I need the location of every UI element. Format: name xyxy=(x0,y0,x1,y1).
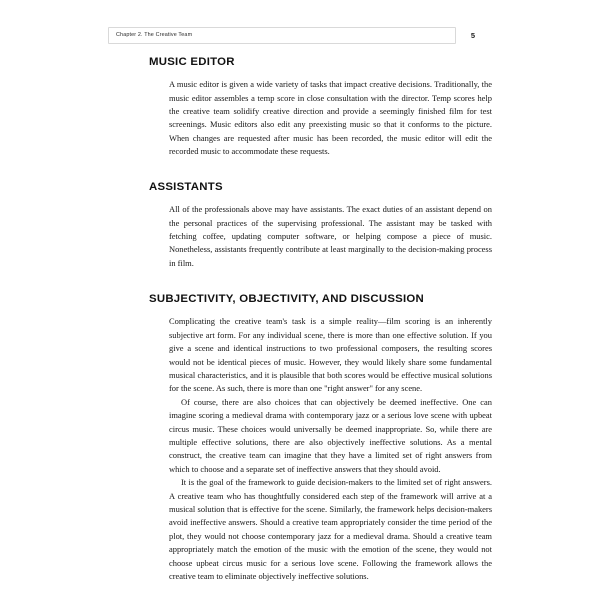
section-music-editor xyxy=(149,56,492,159)
running-head-box xyxy=(108,27,456,44)
body-music-editor xyxy=(169,78,492,158)
paragraph: It is the goal of the framework to guide decision-makers to the limited set of right answers. A creative team who has thoughtfully considered each step of the framework will arrive at a musical solution that is effective for the scene. Similarly, the framework helps decision-makers avoid ineffective answers. Should a creative team appropriately consider the time period of the plot, they would not choose contemporary jazz for a medieval drama. Should a creative team appropriately match the emotion of the music with the emotion of the scene, they would not choose upbeat circus music for a serious love scene. Following the framework allows the creative team to eliminate objectively ineffective solutions. xyxy=(169,477,492,582)
section-heading-subjectivity: SUBJECTIVITY, OBJECTIVITY, AND DISCUSSION xyxy=(149,293,425,306)
section-heading-music-editor: MUSIC EDITOR xyxy=(149,56,235,68)
body-subjectivity xyxy=(169,315,492,583)
section-subjectivity xyxy=(149,293,492,583)
section-assistants xyxy=(149,181,492,270)
paragraph: All of the professionals above may have assistants. The exact duties of an assistant depend on the personal practices of the supervising professional. The assistant may be tasked with fetching coffee, updating computer software, or helping compose a piece of music. Nonetheless, assistants frequently contribute at least marginally to the decision-making process in film. xyxy=(169,204,492,268)
paragraph: Of course, there are also choices that can objectively be deemed ineffective. One can imagine scoring a medieval drama with contemporary jazz or a serious love scene with upbeat circus music. These choices would universally be deemed inappropriate. So, while there are multiple effective solutions, there are also objectively ineffective solutions. As a mental construct, the creative team can imagine that they have a limited set of right answers from which to choose and a separate set of ineffective answers that they should avoid. xyxy=(169,396,492,474)
paragraph: A music editor is given a wide variety of tasks that impact creative decisions. Traditionally, the music editor assembles a temp score in close consultation with the director. Temp scores help the creative team solidify creative direction and provide a seemingly finished film for test screenings. Music editors also edit any preexisting music so that it conforms to the picture. When changes are requested after music has been recorded, the music editor will edit the recorded music to accommodate these requests. xyxy=(169,79,492,157)
page-number: 5 xyxy=(470,31,476,40)
running-head xyxy=(108,27,490,44)
text-column xyxy=(149,56,492,583)
running-head-label: Chapter 2. The Creative Team xyxy=(116,31,193,38)
body-assistants xyxy=(169,203,492,270)
paragraph: Complicating the creative team's task is a simple reality—film scoring is an inherently subjective art form. For any individual scene, there is more than one effective solution. If you give a scene and identical instructions to two professional composers, the resulting scores would not be identical pieces of music. However, they would likely share some fundamental musical characteristics, and it is plausible that both scores would be effective musical solutions for the scene. As such, there is more than one "right answer" for any scene. xyxy=(169,316,492,394)
section-heading-assistants: ASSISTANTS xyxy=(149,181,223,194)
